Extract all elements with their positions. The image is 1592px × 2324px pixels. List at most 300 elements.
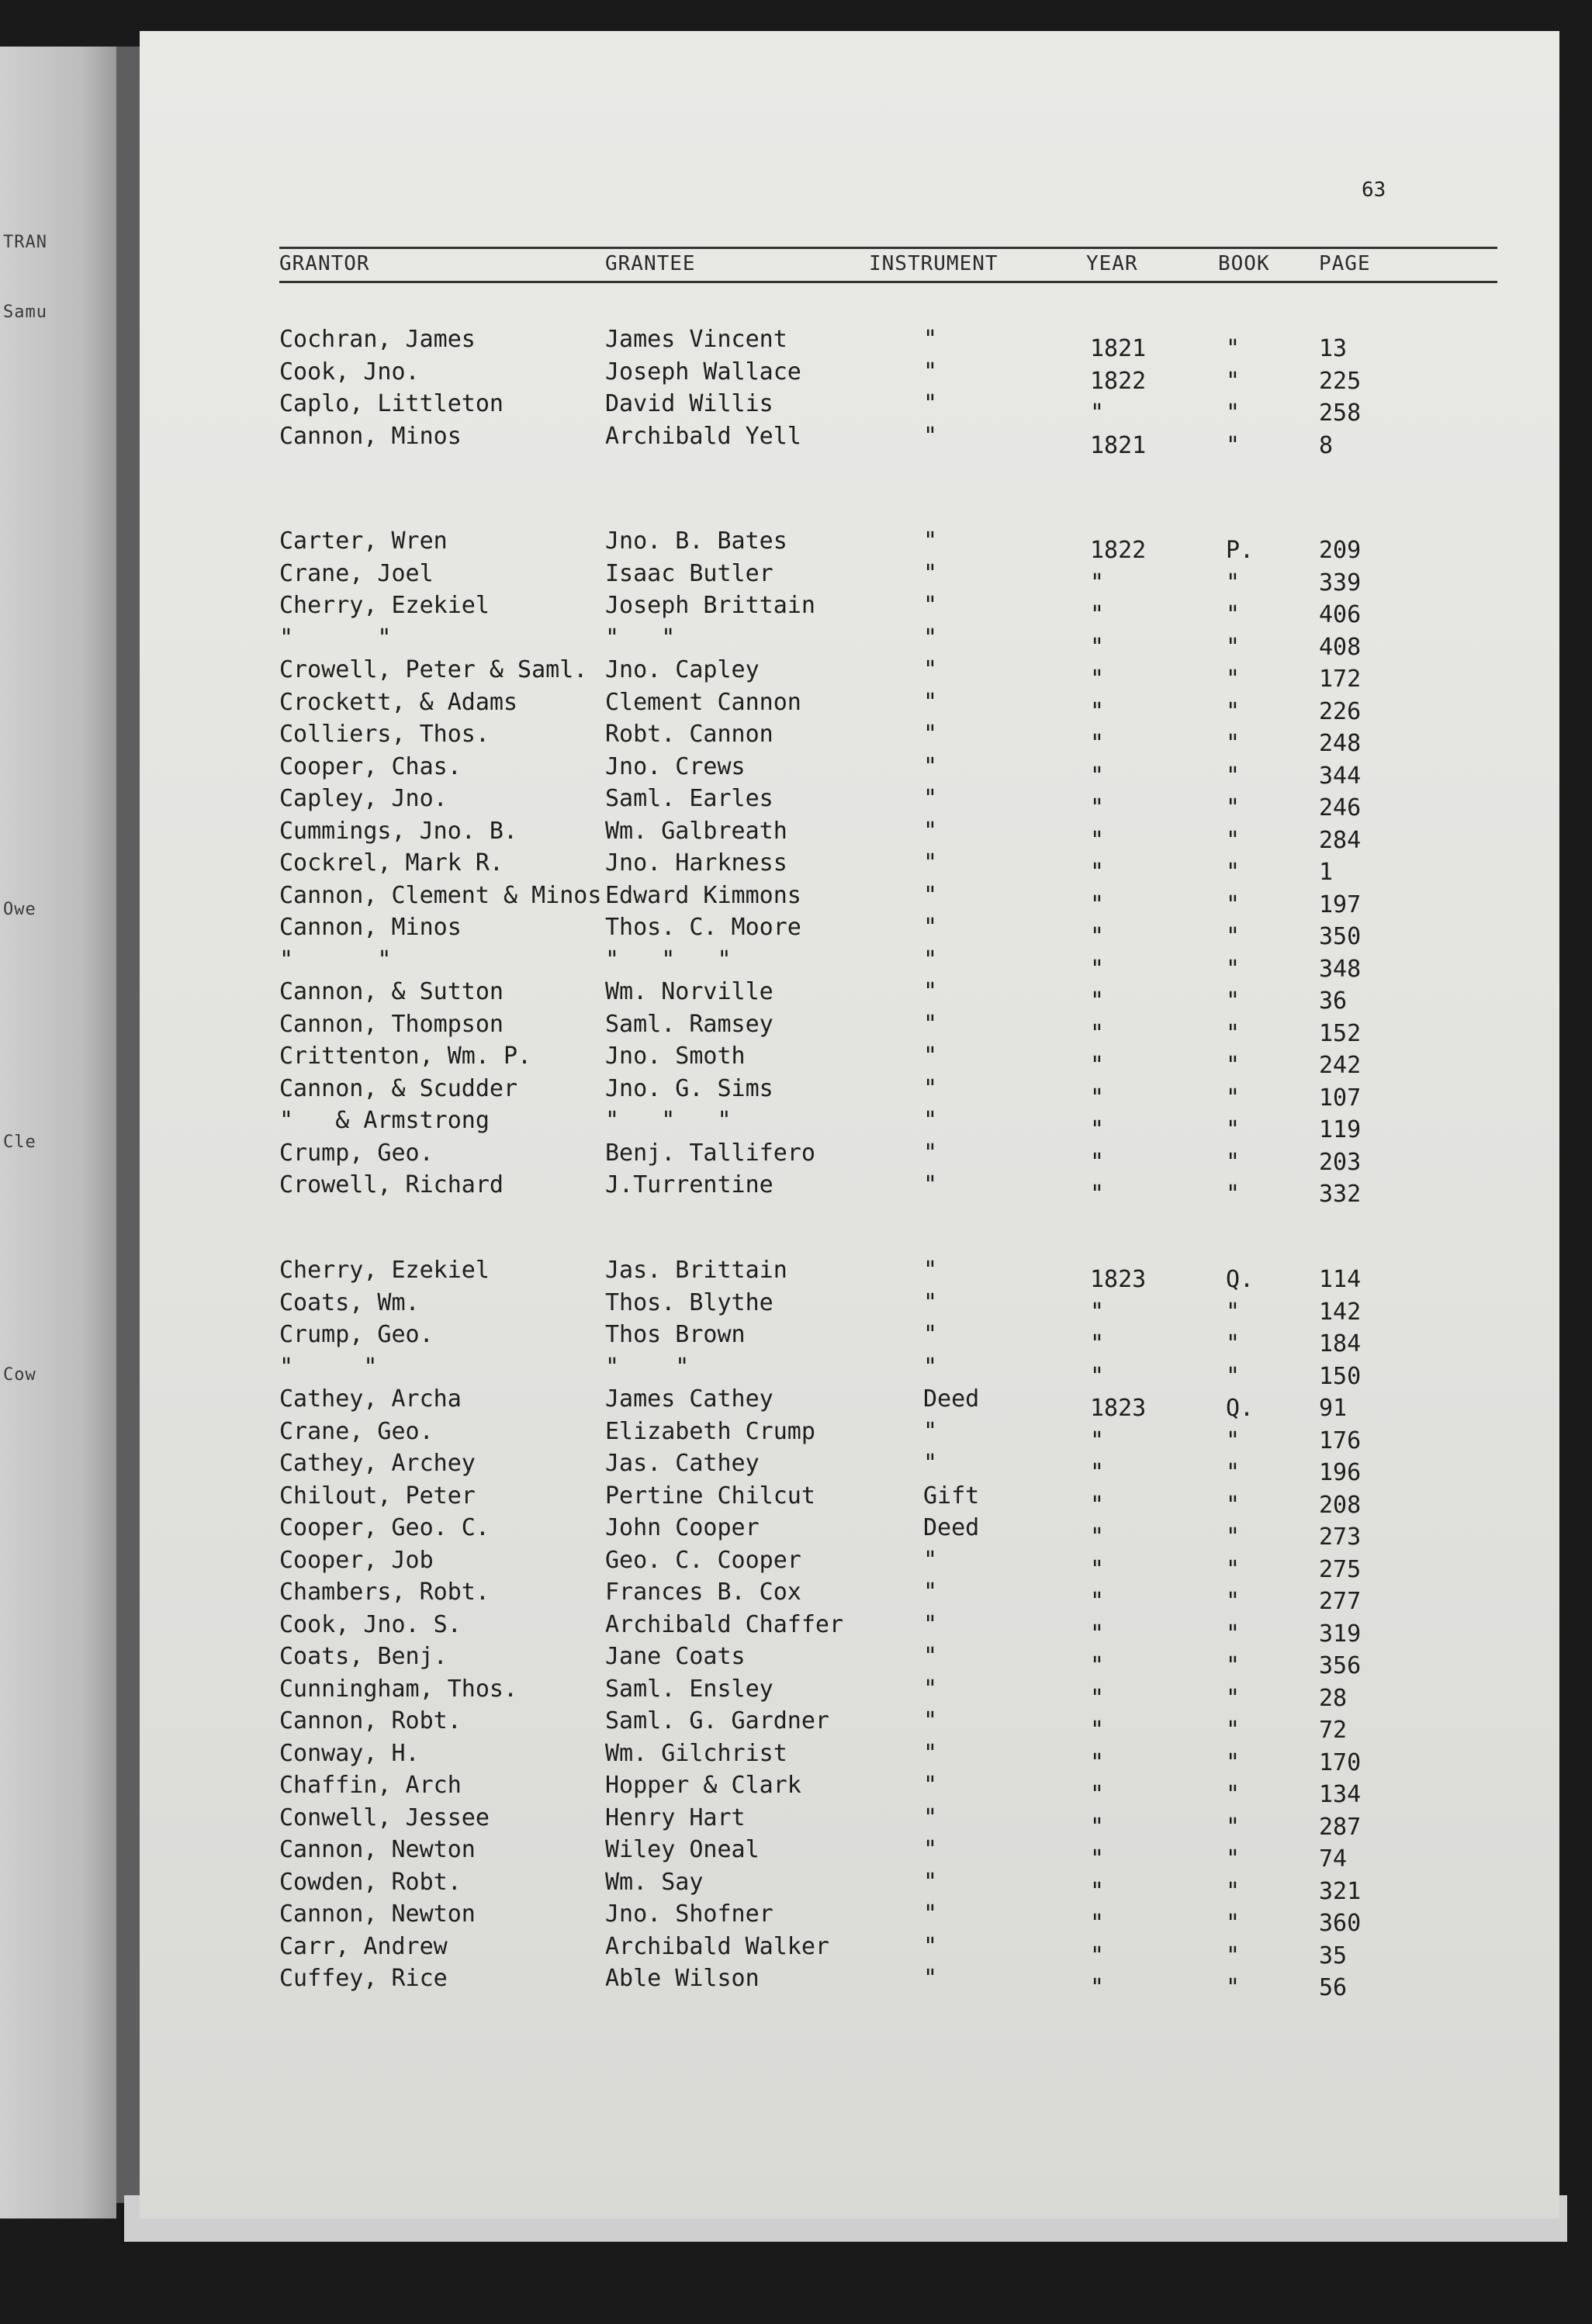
cell-page: 258 <box>1319 399 1362 427</box>
cell-page: 275 <box>1319 1555 1362 1583</box>
cell-year: " <box>1090 1555 1105 1583</box>
cell-page: 287 <box>1319 1813 1362 1841</box>
cell-book: " <box>1226 1974 1241 2001</box>
cell-page: 339 <box>1319 569 1362 597</box>
left-page-fragment: Cle <box>3 1133 36 1152</box>
left-page-fragment: Cow <box>3 1365 36 1385</box>
cell-year: " <box>1090 1116 1105 1143</box>
left-page-fragment: TRAN <box>3 233 47 252</box>
cell-grantee: Archibald Chaffer <box>605 1610 844 1638</box>
cell-book: " <box>1226 569 1241 597</box>
cell-instrument: " <box>923 1010 938 1038</box>
cell-book: Q. <box>1226 1395 1255 1422</box>
cell-page: 356 <box>1319 1652 1362 1679</box>
cell-page: 150 <box>1319 1362 1362 1390</box>
cell-instrument: " <box>923 914 938 941</box>
cell-book: " <box>1226 1523 1241 1551</box>
cell-year: " <box>1090 794 1105 821</box>
cell-page: 248 <box>1319 730 1362 757</box>
cell-page: 246 <box>1319 794 1362 821</box>
cell-grantor: Crane, Geo. <box>279 1417 434 1445</box>
cell-book: " <box>1226 1910 1241 1937</box>
cell-grantee: Jno. Smoth <box>605 1043 746 1070</box>
cell-book: " <box>1226 955 1241 983</box>
cell-book: " <box>1226 891 1241 918</box>
cell-book: " <box>1226 1181 1241 1208</box>
cell-grantor: Cuffey, Rice <box>279 1965 448 1992</box>
cell-book: " <box>1226 1620 1241 1648</box>
cell-instrument: " <box>923 1965 938 1992</box>
cell-grantee: Geo. C. Cooper <box>605 1546 801 1574</box>
cell-book: " <box>1226 367 1241 395</box>
cell-page: 242 <box>1319 1052 1362 1079</box>
cell-instrument: " <box>923 946 938 974</box>
cell-year: " <box>1090 762 1105 790</box>
cell-year: " <box>1090 666 1105 693</box>
cell-grantee: Jno. Crews <box>605 752 746 780</box>
cell-instrument: " <box>923 1868 938 1896</box>
cell-grantee: " " " <box>605 946 732 974</box>
cell-grantee: " " " <box>605 1107 732 1134</box>
cell-instrument: " <box>923 1932 938 1960</box>
cell-instrument: " <box>923 1288 938 1316</box>
cell-grantor: Caplo, Littleton <box>279 390 504 417</box>
cell-grantor: Cathey, Archey <box>279 1450 476 1477</box>
cell-page: 119 <box>1319 1116 1362 1143</box>
cell-year: " <box>1090 923 1105 950</box>
cell-book: " <box>1226 633 1241 661</box>
cell-instrument: " <box>923 688 938 716</box>
cell-instrument: " <box>923 656 938 683</box>
cell-page: 406 <box>1319 601 1362 628</box>
cell-grantor: Cannon, Minos <box>279 422 462 450</box>
cell-grantee: Jno. Capley <box>605 656 760 683</box>
cell-grantee: Jno. B. Bates <box>605 527 787 555</box>
cell-grantor: Cannon, & Sutton <box>279 978 504 1005</box>
cell-book: " <box>1226 1148 1241 1176</box>
cell-instrument: " <box>923 1546 938 1574</box>
cell-grantor: Crump, Geo. <box>279 1139 434 1167</box>
cell-grantor: " " <box>279 624 392 652</box>
cell-grantee: Frances B. Cox <box>605 1579 801 1606</box>
cell-grantee: Jas. Cathey <box>605 1450 760 1477</box>
cell-grantor: Cooper, Geo. C. <box>279 1514 490 1541</box>
cell-year: " <box>1090 1748 1105 1776</box>
cell-grantor: Capley, Jno. <box>279 785 448 812</box>
cell-grantor: Crane, Joel <box>279 559 434 587</box>
cell-page: 107 <box>1319 1084 1362 1112</box>
cell-page: 332 <box>1319 1181 1362 1208</box>
cell-instrument: " <box>923 592 938 619</box>
cell-grantor: Cowden, Robt. <box>279 1868 462 1896</box>
cell-grantee: Thos Brown <box>605 1321 746 1348</box>
cell-year: " <box>1090 1362 1105 1390</box>
cell-grantor: Carter, Wren <box>279 527 448 555</box>
cell-grantor: Crowell, Peter & Saml. <box>279 656 588 683</box>
cell-page: 284 <box>1319 826 1362 854</box>
cell-year: " <box>1090 1052 1105 1079</box>
cell-grantor: Crowell, Richard <box>279 1171 504 1198</box>
cell-grantee: Thos. Blythe <box>605 1288 774 1316</box>
cell-grantor: Crittenton, Wm. P. <box>279 1043 532 1070</box>
cell-instrument: " <box>923 1579 938 1606</box>
cell-grantor: Cherry, Ezekiel <box>279 592 490 619</box>
cell-grantor: Cannon, Clement & Minos <box>279 881 602 909</box>
cell-book: " <box>1226 1330 1241 1357</box>
cell-page: 203 <box>1319 1148 1362 1176</box>
cell-year: " <box>1090 1717 1105 1744</box>
cell-page: 91 <box>1319 1395 1348 1422</box>
cell-grantee: Wm. Norville <box>605 978 774 1005</box>
cell-page: 134 <box>1319 1781 1362 1808</box>
cell-book: " <box>1226 859 1241 886</box>
cell-grantor: Conwell, Jessee <box>279 1804 490 1831</box>
cell-page: 319 <box>1319 1620 1362 1648</box>
cell-book: " <box>1226 1555 1241 1583</box>
cell-grantee: James Cathey <box>605 1385 774 1413</box>
cell-year: " <box>1090 826 1105 854</box>
cell-year: " <box>1090 1148 1105 1176</box>
cell-page: 197 <box>1319 891 1362 918</box>
cell-page: 209 <box>1319 537 1362 564</box>
cell-page: 273 <box>1319 1523 1362 1551</box>
cell-instrument: " <box>923 1417 938 1445</box>
cell-book: " <box>1226 431 1241 459</box>
cell-year: " <box>1090 399 1105 427</box>
cell-year: " <box>1090 1427 1105 1454</box>
cell-book: " <box>1226 335 1241 362</box>
cell-book: " <box>1226 1845 1241 1873</box>
cell-book: " <box>1226 987 1241 1015</box>
cell-book: " <box>1226 666 1241 693</box>
cell-grantor: Carr, Andrew <box>279 1932 448 1960</box>
cell-page: 344 <box>1319 762 1362 790</box>
cell-grantee: Able Wilson <box>605 1965 760 1992</box>
cell-page: 8 <box>1319 431 1334 459</box>
cell-grantor: Cannon, Robt. <box>279 1707 462 1734</box>
cell-grantee: Joseph Brittain <box>605 592 815 619</box>
book-binding <box>116 47 140 2203</box>
left-page-fragment: Owe <box>3 900 36 919</box>
cell-page: 350 <box>1319 923 1362 950</box>
cell-year: 1821 <box>1090 431 1147 459</box>
cell-year: " <box>1090 1942 1105 1970</box>
cell-grantor: Chilout, Peter <box>279 1482 476 1510</box>
cell-year: " <box>1090 601 1105 628</box>
cell-page: 176 <box>1319 1427 1362 1454</box>
cell-grantee: Wm. Gilchrist <box>605 1739 787 1767</box>
cell-book: " <box>1226 1362 1241 1390</box>
cell-page: 196 <box>1319 1459 1362 1486</box>
cell-instrument: " <box>923 752 938 780</box>
cell-year: " <box>1090 1298 1105 1326</box>
cell-page: 1 <box>1319 859 1334 886</box>
cell-grantor: Chaffin, Arch <box>279 1772 462 1799</box>
cell-instrument: " <box>923 881 938 909</box>
cell-page: 321 <box>1319 1877 1362 1905</box>
cell-year: " <box>1090 1910 1105 1937</box>
cell-page: 28 <box>1319 1684 1348 1712</box>
cell-year: " <box>1090 859 1105 886</box>
cell-grantee: " " <box>605 624 676 652</box>
cell-page: 172 <box>1319 666 1362 693</box>
cell-book: P. <box>1226 537 1255 564</box>
cell-year: " <box>1090 1330 1105 1357</box>
cell-grantee: Jno. G. Sims <box>605 1074 774 1102</box>
cell-page: 360 <box>1319 1910 1362 1937</box>
cell-year: " <box>1090 1620 1105 1648</box>
cell-grantor: Cooper, Job <box>279 1546 434 1574</box>
cell-grantor: Cannon, Thompson <box>279 1010 504 1038</box>
cell-grantee: Wm. Say <box>605 1868 704 1896</box>
cell-book: " <box>1226 1019 1241 1047</box>
cell-book: " <box>1226 730 1241 757</box>
cell-instrument: " <box>923 1804 938 1831</box>
cell-year: " <box>1090 569 1105 597</box>
cell-grantee: Wm. Galbreath <box>605 817 787 845</box>
cell-instrument: " <box>923 1107 938 1134</box>
cell-grantor: Crump, Geo. <box>279 1321 434 1348</box>
cell-book: " <box>1226 1588 1241 1615</box>
cell-instrument: " <box>923 422 938 450</box>
cell-grantor: Cannon, Newton <box>279 1900 476 1928</box>
left-page-fragment: Samu <box>3 303 47 322</box>
cell-grantee: Isaac Butler <box>605 559 774 587</box>
cell-book: " <box>1226 1781 1241 1808</box>
cell-year: " <box>1090 1813 1105 1841</box>
cell-grantor: Coats, Benj. <box>279 1643 448 1670</box>
cell-grantor: Colliers, Thos. <box>279 721 490 748</box>
cell-year: " <box>1090 1019 1105 1047</box>
cell-instrument: " <box>923 326 938 353</box>
cell-year: " <box>1090 633 1105 661</box>
cell-book: " <box>1226 1427 1241 1454</box>
cell-page: 114 <box>1319 1266 1362 1293</box>
cell-grantee: Saml. Earles <box>605 785 774 812</box>
cell-grantee: Saml. G. Gardner <box>605 1707 829 1734</box>
cell-book: " <box>1226 1942 1241 1970</box>
cell-page: 152 <box>1319 1019 1362 1047</box>
cell-instrument: " <box>923 559 938 587</box>
cell-page: 13 <box>1319 335 1348 362</box>
cell-book: " <box>1226 923 1241 950</box>
cell-instrument: Deed <box>923 1385 980 1413</box>
cell-grantor: Conway, H. <box>279 1739 420 1767</box>
cell-grantor: Crockett, & Adams <box>279 688 518 716</box>
cell-grantor: Cook, Jno. S. <box>279 1610 462 1638</box>
cell-year: " <box>1090 1652 1105 1679</box>
cell-instrument: " <box>923 527 938 555</box>
cell-instrument: " <box>923 1772 938 1799</box>
cell-instrument: " <box>923 785 938 812</box>
cell-grantee: J.Turrentine <box>605 1171 774 1198</box>
cell-grantee: Thos. C. Moore <box>605 914 801 941</box>
cell-grantee: Jno. Harkness <box>605 849 787 877</box>
cell-instrument: " <box>923 1739 938 1767</box>
cell-grantor: Cochran, James <box>279 326 476 353</box>
cell-grantor: Cannon, Minos <box>279 914 462 941</box>
cell-year: " <box>1090 1684 1105 1712</box>
cell-instrument: Deed <box>923 1514 980 1541</box>
cell-book: Q. <box>1226 1266 1255 1293</box>
cell-instrument: " <box>923 1139 938 1167</box>
cell-year: " <box>1090 1459 1105 1486</box>
cell-page: 348 <box>1319 955 1362 983</box>
cell-page: 74 <box>1319 1845 1348 1873</box>
cell-year: " <box>1090 1523 1105 1551</box>
cell-page: 35 <box>1319 1942 1348 1970</box>
cell-page: 56 <box>1319 1974 1348 2001</box>
cell-grantee: Benj. Tallifero <box>605 1139 815 1167</box>
cell-page: 142 <box>1319 1298 1362 1326</box>
cell-instrument: " <box>923 849 938 877</box>
cell-instrument: " <box>923 1171 938 1198</box>
cell-grantee: Pertine Chilcut <box>605 1482 815 1510</box>
cell-grantee: James Vincent <box>605 326 787 353</box>
cell-instrument: " <box>923 624 938 652</box>
cell-grantor: Cathey, Archa <box>279 1385 462 1413</box>
cell-grantee: Saml. Ramsey <box>605 1010 774 1038</box>
cell-grantor: Cockrel, Mark R. <box>279 849 504 877</box>
cell-grantee: " " <box>605 1353 690 1381</box>
cell-grantor: " " <box>279 946 392 974</box>
page-number: 63 <box>1362 178 1386 202</box>
header-rule-bottom <box>279 281 1497 283</box>
cell-grantor: Cannon, & Scudder <box>279 1074 518 1102</box>
header-page: PAGE <box>1319 252 1371 275</box>
cell-instrument: " <box>923 1675 938 1703</box>
cell-year: " <box>1090 697 1105 725</box>
cell-page: 225 <box>1319 367 1362 395</box>
cell-book: " <box>1226 1813 1241 1841</box>
cell-grantee: David Willis <box>605 390 774 417</box>
left-page-edge <box>0 47 116 2219</box>
cell-instrument: " <box>923 1610 938 1638</box>
cell-page: 72 <box>1319 1717 1348 1744</box>
cell-year: " <box>1090 1781 1105 1808</box>
cell-book: " <box>1226 1491 1241 1519</box>
cell-year: " <box>1090 1491 1105 1519</box>
header-book: BOOK <box>1218 252 1270 275</box>
cell-grantor: " " <box>279 1353 378 1381</box>
cell-grantee: Henry Hart <box>605 1804 746 1831</box>
cell-year: " <box>1090 1181 1105 1208</box>
cell-year: " <box>1090 955 1105 983</box>
header-instrument: INSTRUMENT <box>869 252 998 275</box>
cell-grantee: Saml. Ensley <box>605 1675 774 1703</box>
header-rule-top <box>279 247 1497 249</box>
cell-grantor: Cunningham, Thos. <box>279 1675 518 1703</box>
cell-instrument: Gift <box>923 1482 980 1510</box>
cell-book: " <box>1226 1748 1241 1776</box>
cell-grantee: Jas. Brittain <box>605 1257 787 1284</box>
cell-page: 277 <box>1319 1588 1362 1615</box>
cell-grantee: Elizabeth Crump <box>605 1417 815 1445</box>
cell-book: " <box>1226 826 1241 854</box>
cell-grantee: Jane Coats <box>605 1643 746 1670</box>
cell-grantee: John Cooper <box>605 1514 760 1541</box>
cell-year: " <box>1090 1974 1105 2001</box>
cell-instrument: " <box>923 390 938 417</box>
cell-book: " <box>1226 1084 1241 1112</box>
cell-page: 170 <box>1319 1748 1362 1776</box>
cell-instrument: " <box>923 1836 938 1863</box>
cell-grantor: Cook, Jno. <box>279 358 420 386</box>
cell-instrument: " <box>923 817 938 845</box>
header-grantee: GRANTEE <box>605 252 696 275</box>
cell-instrument: " <box>923 1643 938 1670</box>
cell-book: " <box>1226 1116 1241 1143</box>
cell-year: " <box>1090 987 1105 1015</box>
cell-grantor: Cannon, Newton <box>279 1836 476 1863</box>
cell-page: 408 <box>1319 633 1362 661</box>
cell-instrument: " <box>923 1257 938 1284</box>
cell-year: 1821 <box>1090 335 1147 362</box>
cell-grantee: Joseph Wallace <box>605 358 801 386</box>
cell-grantor: Coats, Wm. <box>279 1288 420 1316</box>
cell-page: 36 <box>1319 987 1348 1015</box>
cell-grantor: Cummings, Jno. B. <box>279 817 518 845</box>
header-year: YEAR <box>1086 252 1138 275</box>
cell-year: 1823 <box>1090 1395 1147 1422</box>
cell-grantor: Cherry, Ezekiel <box>279 1257 490 1284</box>
cell-year: 1822 <box>1090 537 1147 564</box>
cell-book: " <box>1226 601 1241 628</box>
cell-grantee: Jno. Shofner <box>605 1900 774 1928</box>
cell-grantee: Archibald Yell <box>605 422 801 450</box>
cell-book: " <box>1226 697 1241 725</box>
cell-grantee: Clement Cannon <box>605 688 801 716</box>
cell-book: " <box>1226 1717 1241 1744</box>
cell-page: 184 <box>1319 1330 1362 1357</box>
cell-year: " <box>1090 1877 1105 1905</box>
cell-instrument: " <box>923 1353 938 1381</box>
cell-grantee: Edward Kimmons <box>605 881 801 909</box>
cell-year: 1823 <box>1090 1266 1147 1293</box>
cell-instrument: " <box>923 1043 938 1070</box>
cell-grantee: Archibald Walker <box>605 1932 829 1960</box>
cell-instrument: " <box>923 1321 938 1348</box>
cell-year: 1822 <box>1090 367 1147 395</box>
cell-book: " <box>1226 399 1241 427</box>
cell-grantee: Robt. Cannon <box>605 721 774 748</box>
cell-year: " <box>1090 1845 1105 1873</box>
cell-book: " <box>1226 794 1241 821</box>
cell-book: " <box>1226 1052 1241 1079</box>
cell-instrument: " <box>923 358 938 386</box>
ledger-page <box>140 31 1559 2219</box>
cell-book: " <box>1226 1652 1241 1679</box>
cell-year: " <box>1090 1588 1105 1615</box>
cell-book: " <box>1226 1459 1241 1486</box>
cell-book: " <box>1226 762 1241 790</box>
cell-instrument: " <box>923 1900 938 1928</box>
cell-page: 226 <box>1319 697 1362 725</box>
cell-instrument: " <box>923 1074 938 1102</box>
cell-grantor: " & Armstrong <box>279 1107 490 1134</box>
header-grantor: GRANTOR <box>279 252 370 275</box>
cell-year: " <box>1090 891 1105 918</box>
cell-book: " <box>1226 1877 1241 1905</box>
cell-book: " <box>1226 1684 1241 1712</box>
cell-year: " <box>1090 730 1105 757</box>
cell-grantor: Chambers, Robt. <box>279 1579 490 1606</box>
cell-grantee: Wiley Oneal <box>605 1836 760 1863</box>
cell-page: 208 <box>1319 1491 1362 1519</box>
cell-grantee: Hopper & Clark <box>605 1772 801 1799</box>
cell-instrument: " <box>923 721 938 748</box>
cell-year: " <box>1090 1084 1105 1112</box>
